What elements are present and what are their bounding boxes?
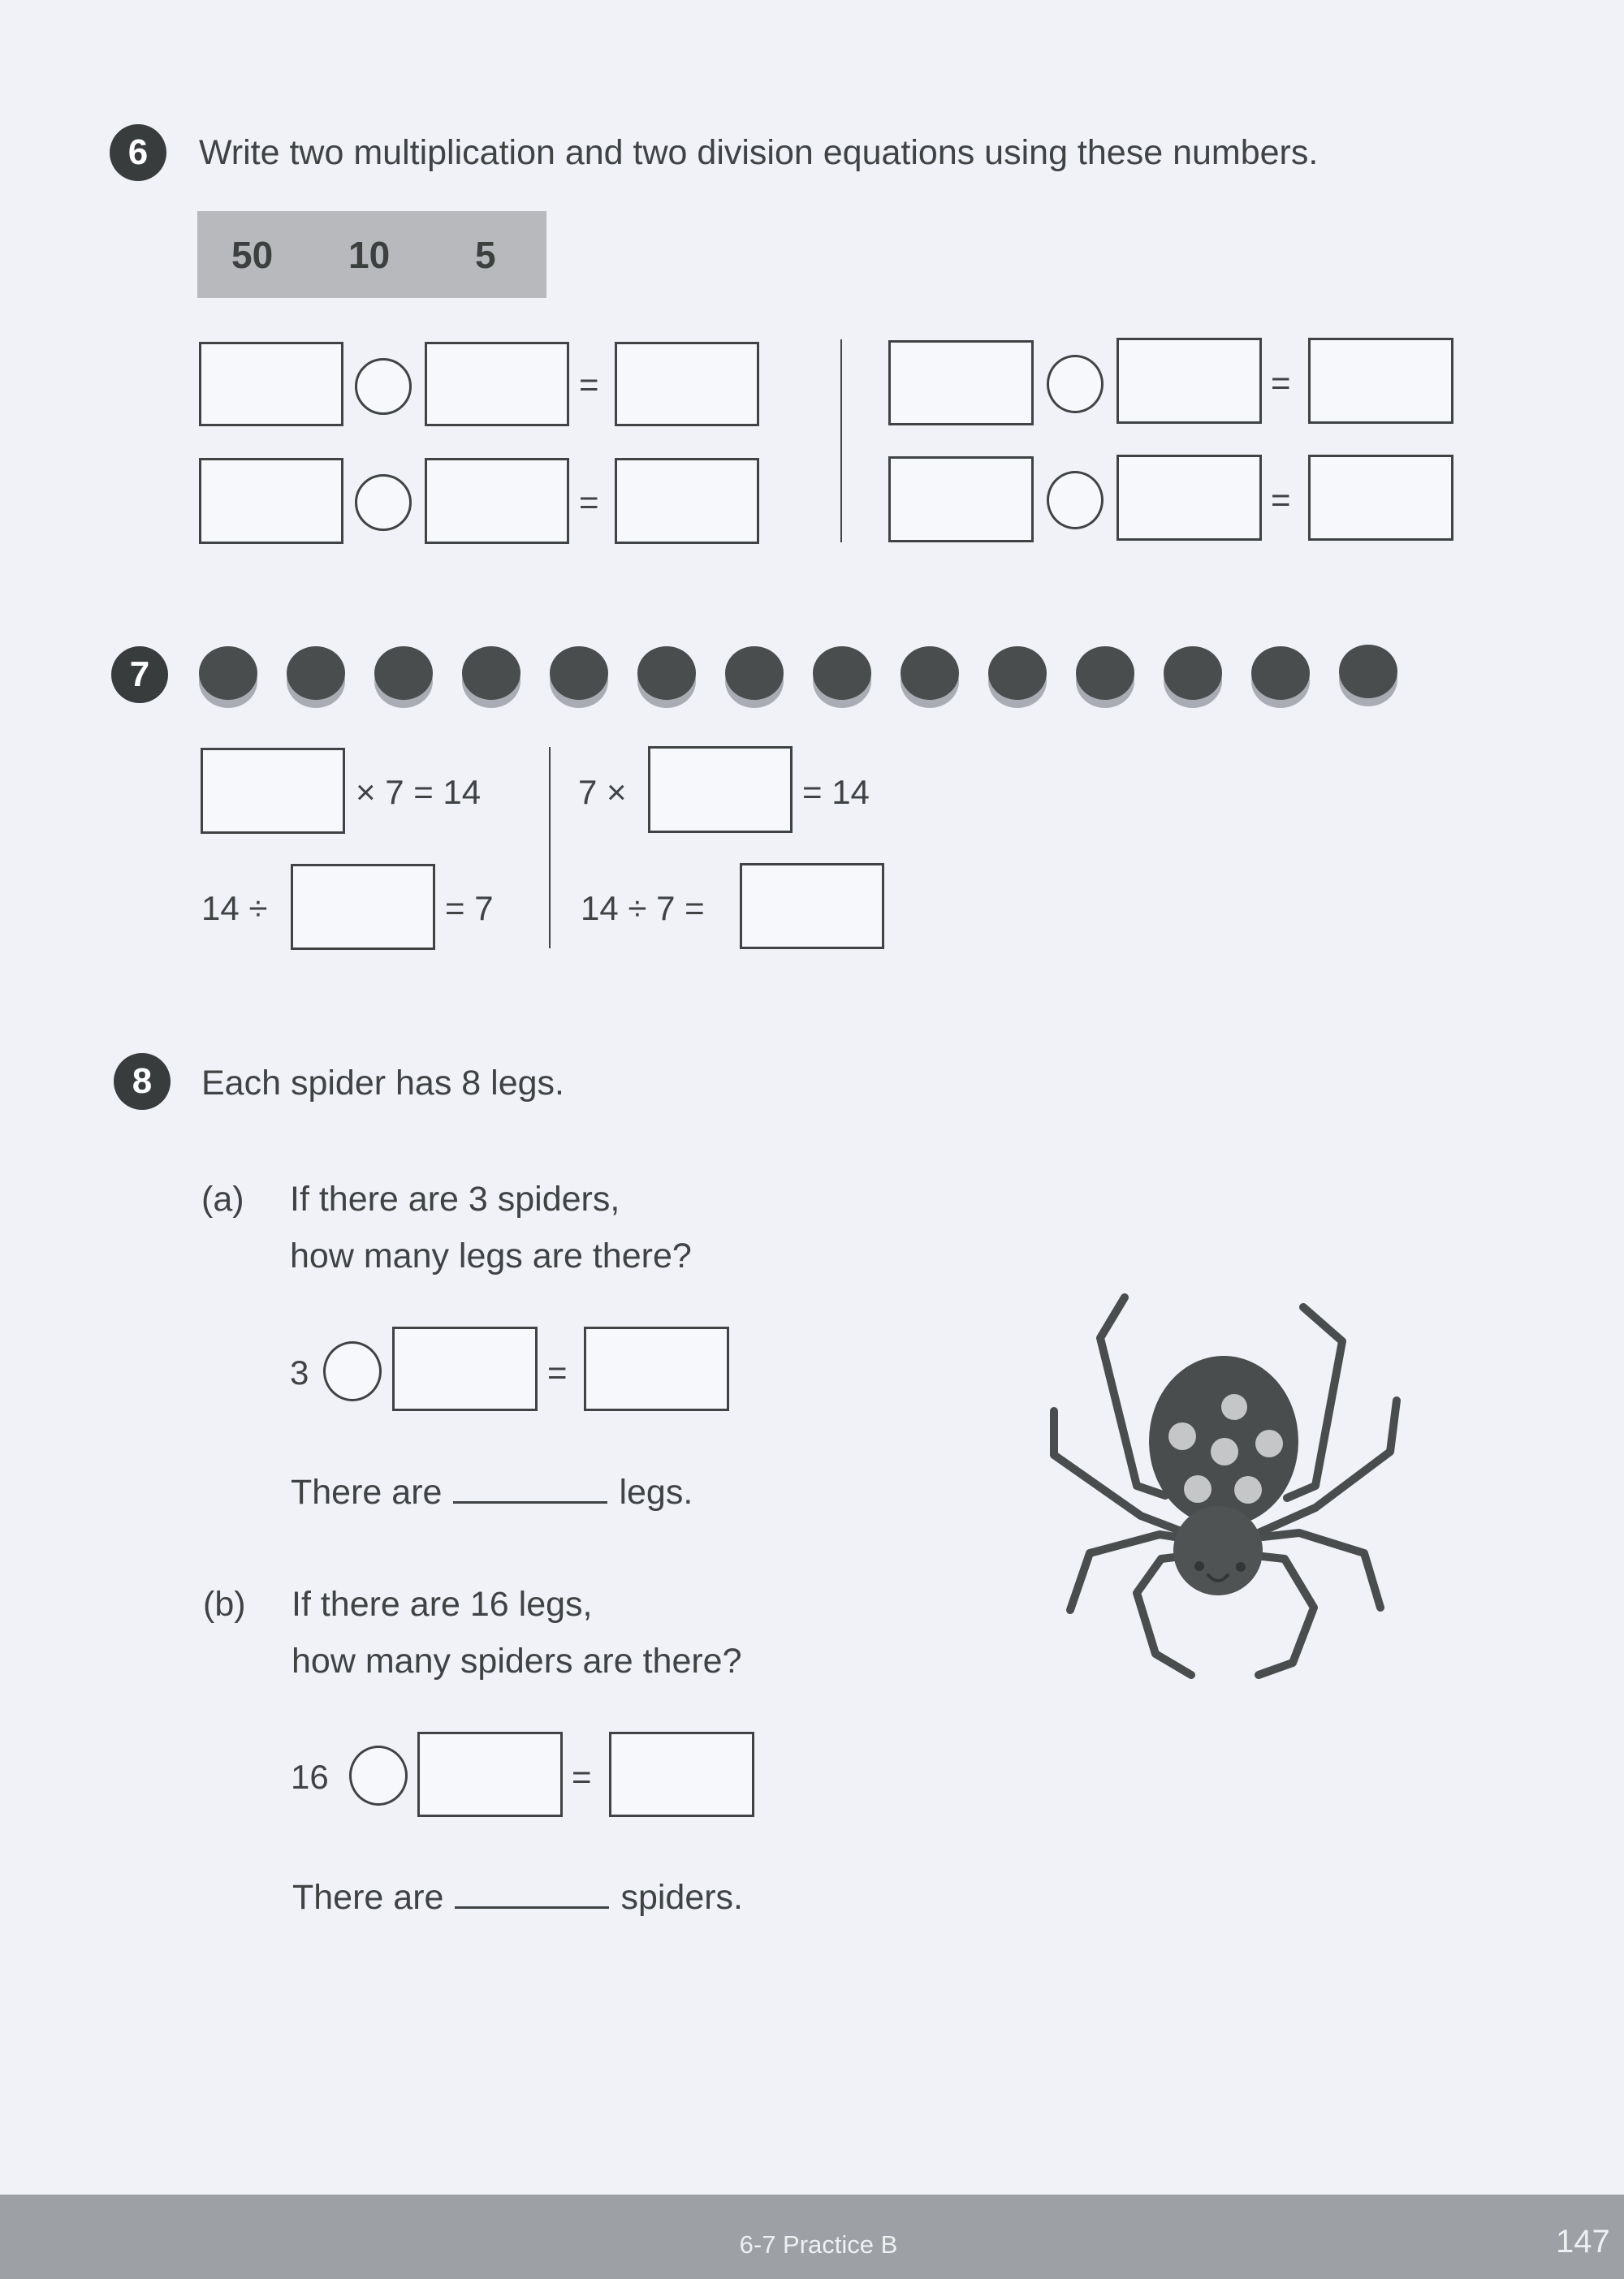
q8a-answer-sentence <box>291 1472 693 1510</box>
q6-eq4-box-1[interactable] <box>888 456 1034 542</box>
q7-eq4-prefix: 14 ÷ 7 = <box>581 889 705 927</box>
q6-eq3-box-3[interactable] <box>1308 338 1453 424</box>
q8b-start-number: 16 <box>291 1758 329 1796</box>
q8b-answer-sentence <box>292 1877 743 1915</box>
counter <box>462 646 520 700</box>
q8a-box-1[interactable] <box>392 1327 538 1411</box>
q8b-box-2[interactable] <box>609 1732 754 1817</box>
q6-eq1-box-1[interactable] <box>199 342 343 426</box>
q6-eq2-box-3[interactable] <box>615 458 759 544</box>
q6-eq4-box-3[interactable] <box>1308 455 1453 541</box>
q6-eq1-operator-circle[interactable] <box>355 358 412 415</box>
counter <box>287 646 345 700</box>
q7-eq4-box[interactable] <box>740 863 884 949</box>
question-7-badge: 7 <box>111 646 168 703</box>
q8a-answer-suffix: legs. <box>619 1473 693 1512</box>
q8b-answer-prefix: There are <box>292 1878 444 1917</box>
q8b-line1: If there are 16 legs, <box>292 1585 593 1624</box>
q8b-answer-blank[interactable] <box>455 1877 609 1909</box>
q8a-line2: how many legs are there? <box>290 1237 692 1275</box>
q7-eq1-text: × 7 = 14 <box>356 773 482 811</box>
q8a-label: (a) <box>201 1180 244 1219</box>
q7-eq2-suffix: = 14 <box>802 773 870 811</box>
q6-eq1-box-2[interactable] <box>425 342 569 426</box>
q6-eq3-box-1[interactable] <box>888 340 1034 425</box>
counter <box>1164 646 1222 700</box>
number-5: 5 <box>475 233 496 276</box>
counter <box>550 646 608 700</box>
counter <box>199 646 257 700</box>
q8a-equals: = <box>547 1353 568 1392</box>
footer-section-title: 6-7 Practice B <box>739 2230 898 2259</box>
q8a-box-2[interactable] <box>584 1327 729 1411</box>
q8a-operator-circle[interactable] <box>323 1341 382 1401</box>
q7-eq2-prefix: 7 × <box>578 773 627 811</box>
q6-eq2-operator-circle[interactable] <box>355 474 412 531</box>
q6-eq4-equals: = <box>1271 481 1291 519</box>
q7-eq3-suffix: = 7 <box>445 889 494 927</box>
question-6-prompt: Write two multiplication and two division equations using these numbers. <box>199 133 1319 172</box>
q8b-equals: = <box>572 1758 592 1796</box>
q8a-answer-prefix: There are <box>291 1473 443 1512</box>
q6-eq1-box-3[interactable] <box>615 342 759 426</box>
counter <box>374 646 433 700</box>
q6-eq2-equals: = <box>579 483 599 521</box>
q8a-answer-blank[interactable] <box>453 1472 607 1504</box>
page-footer <box>0 2195 1624 2279</box>
spider-illustration <box>1023 1275 1429 1721</box>
q8b-label: (b) <box>203 1585 246 1624</box>
q6-eq1-equals: = <box>579 365 599 404</box>
q7-column-divider <box>549 747 551 948</box>
q6-eq3-equals: = <box>1271 364 1291 402</box>
q6-eq4-operator-circle[interactable] <box>1047 471 1104 529</box>
counter <box>1076 646 1134 700</box>
counter <box>1251 646 1310 700</box>
counter <box>1339 645 1397 698</box>
q6-eq3-box-2[interactable] <box>1116 338 1262 424</box>
question-8-badge: 8 <box>114 1053 171 1110</box>
q7-eq1-box[interactable] <box>201 748 345 834</box>
q6-column-divider <box>840 339 842 542</box>
page-number: 147 <box>1556 2224 1610 2260</box>
q7-eq3-box[interactable] <box>291 864 435 950</box>
q8b-line2: how many spiders are there? <box>292 1642 742 1681</box>
counter <box>988 646 1047 700</box>
number-50: 50 <box>231 233 274 276</box>
q6-eq3-operator-circle[interactable] <box>1047 355 1104 413</box>
q8a-start-number: 3 <box>290 1353 309 1392</box>
number-10: 10 <box>348 233 391 276</box>
counter <box>901 646 959 700</box>
q8b-answer-suffix: spiders. <box>620 1878 744 1917</box>
q6-eq2-box-1[interactable] <box>199 458 343 544</box>
q8a-line1: If there are 3 spiders, <box>290 1180 620 1219</box>
question-8-prompt: Each spider has 8 legs. <box>201 1064 564 1103</box>
number-set-box <box>197 211 546 298</box>
counter <box>637 646 696 700</box>
q6-eq2-box-2[interactable] <box>425 458 569 544</box>
counter <box>725 646 784 700</box>
q6-eq4-box-2[interactable] <box>1116 455 1262 541</box>
q7-eq3-prefix: 14 ÷ <box>201 889 268 927</box>
q8b-box-1[interactable] <box>417 1732 563 1817</box>
q8b-operator-circle[interactable] <box>349 1746 408 1806</box>
counter <box>813 646 871 700</box>
q7-eq2-box[interactable] <box>648 746 793 833</box>
question-6-badge: 6 <box>110 124 166 181</box>
